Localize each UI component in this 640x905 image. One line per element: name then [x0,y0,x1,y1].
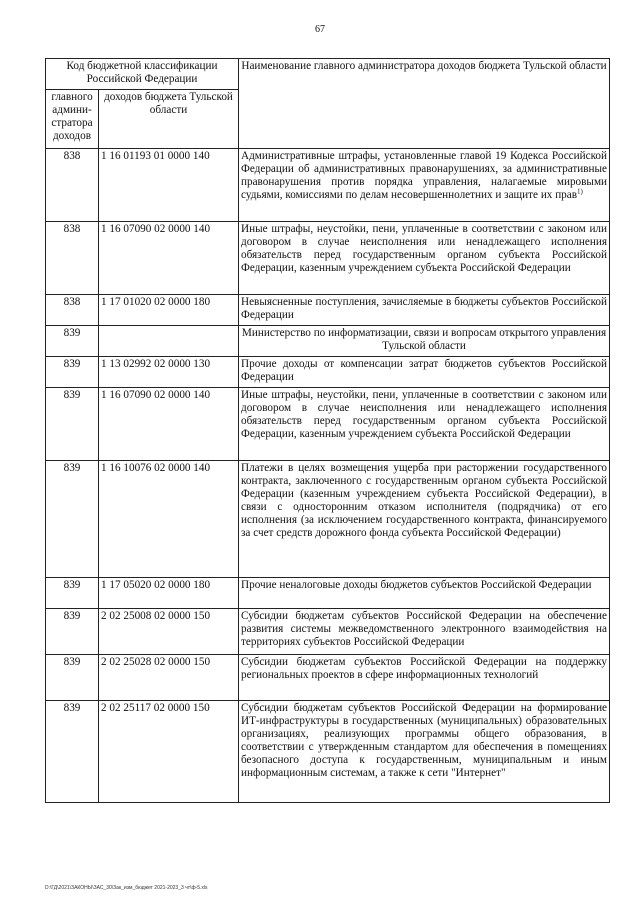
administrator-code-cell: 839 [46,701,99,803]
header-classification-code: Код бюджетной классификации Российской Федерации [46,59,239,90]
table-row [46,357,610,388]
income-name-text: Прочие доходы от компенсации затрат бюджетов субъектов Российской Федерации [241,358,608,383]
administrator-code-cell: 838 [46,295,99,326]
administrator-code-cell: 839 [46,388,99,461]
income-code-cell: 1 13 02992 02 0000 130 [99,357,239,388]
income-name-cell [239,326,610,357]
income-code-cell [99,326,239,357]
administrator-code-cell: 839 [46,578,99,609]
income-name-text: Субсидии бюджетам субъектов Российской Федерации на формирование ИТ-инфраструктуры в государственных (муниципальных) образовательных организациях, реализующих программы общего образования, в соответствии с утвержденным стандартом для обеспечения в помещениях безопасного доступа к государственным, муниципальным и иным информационным системам, а также к сети "Интернет" [241,702,608,779]
file-path-footer: D:\ГД\2021\ЗАКОНЫ\ЗАС_30\Зак_изм_бюджет 2021-2023_3 чт\ф-5.xls [45,885,208,891]
income-name-text: Невыясненные поступления, зачисляемые в бюджеты субъектов Российской Федерации [241,296,608,321]
income-name-cell [239,701,610,803]
income-name-text: Иные штрафы, неустойки, пени, уплаченные в соответствии с законом или договором в случае неисполнения или ненадлежащего исполнения обязательств перед государственным органом субъекта Российской Федерации, казенным учреждением субъекта Российской Федерации [241,223,608,274]
budget-table [45,58,610,803]
administrator-code-cell: 838 [46,222,99,295]
income-name-cell [239,222,610,295]
income-name-cell [239,578,610,609]
table-header-row [46,59,610,90]
income-code-cell: 1 16 07090 02 0000 140 [99,388,239,461]
income-code-cell: 2 02 25028 02 0000 150 [99,655,239,701]
table-row [46,578,610,609]
income-code-cell: 1 16 10076 02 0000 140 [99,461,239,578]
income-code-cell: 2 02 25117 02 0000 150 [99,701,239,803]
income-name-text: Субсидии бюджетам субъектов Российской Федерации на поддержку региональных проектов в сфере информационных технологий [241,656,608,681]
table-row [46,149,610,222]
administrator-code-cell: 839 [46,655,99,701]
income-name-text: Министерство по информатизации, связи и вопросам открытого управления Тульской области [241,327,607,352]
income-code-cell: 1 16 01193 01 0000 140 [99,149,239,222]
header-administrator-name: Наименование главного администратора доходов бюджета Тульской области [239,59,610,149]
income-name-cell [239,357,610,388]
administrator-code-cell: 838 [46,149,99,222]
administrator-code-cell: 839 [46,461,99,578]
income-name-cell [239,461,610,578]
footnote-marker: 1) [577,187,583,196]
income-name-text: Прочие неналоговые доходы бюджетов субъектов Российской Федерации [241,579,592,591]
income-name-text: Субсидии бюджетам субъектов Российской Федерации на обеспечение развития системы межведомственного электронного взаимодействия на территориях субъектов Российской Федерации [241,610,608,648]
table-row [46,609,610,655]
administrator-code-cell: 839 [46,609,99,655]
administrator-code-cell: 839 [46,326,99,357]
income-code-cell: 2 02 25008 02 0000 150 [99,609,239,655]
table-row [46,701,610,803]
page-number: 67 [315,24,325,35]
table-row [46,295,610,326]
header-main-administrator: главного админи-стратора доходов [46,90,99,149]
table-row [46,461,610,578]
income-name-text: Платежи в целях возмещения ущерба при расторжении государственного контракта, заключенного с государственным органом субъекта Российской Федерации (казенным учреждением субъекта Российской Федерации), в связи с односторонним отказом исполнителя (подрядчика) от его исполнения (за исключением государственного контракта, финансируемого за счет средств дорожного фонда субъекта Российской Федерации) [241,462,608,539]
income-name-text: Иные штрафы, неустойки, пени, уплаченные в соответствии с законом или договором в случае неисполнения или ненадлежащего исполнения обязательств перед государственным органом субъекта Российской Федерации, казенным учреждением субъекта Российской Федерации [241,389,608,440]
income-name-text: Административные штрафы, установленные главой 19 Кодекса Российской Федерации об административных правонарушениях, за административные правонарушения против порядка управления, налагаемые мировыми судьями, комиссиями по делам несовершеннолетних и защите их прав [241,150,608,201]
administrator-code-cell: 839 [46,357,99,388]
header-budget-income: доходов бюджета Тульской области [99,90,239,149]
income-name-cell [239,388,610,461]
income-code-cell: 1 17 01020 02 0000 180 [99,295,239,326]
income-name-cell [239,295,610,326]
income-name-cell [239,609,610,655]
table-row [46,655,610,701]
income-name-cell [239,149,610,222]
table-row [46,388,610,461]
income-code-cell: 1 17 05020 02 0000 180 [99,578,239,609]
income-code-cell: 1 16 07090 02 0000 140 [99,222,239,295]
table-row [46,222,610,295]
table-row [46,326,610,357]
income-name-cell [239,655,610,701]
